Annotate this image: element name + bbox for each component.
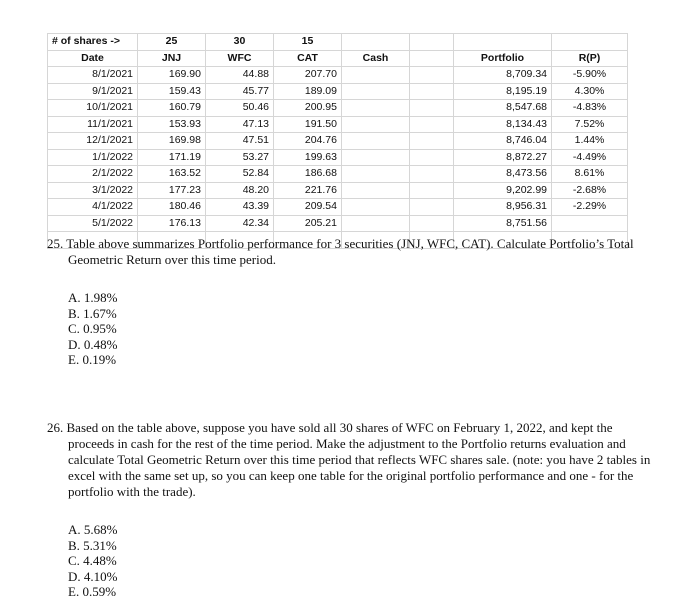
table-cell: 163.52 xyxy=(138,166,206,183)
header-row xyxy=(48,50,628,67)
table-cell: 8,956.31 xyxy=(454,199,552,216)
table-cell: 205.21 xyxy=(274,215,342,232)
table-cell: -4.83% xyxy=(552,100,628,117)
table-cell: WFC xyxy=(206,50,274,67)
table-cell: Date xyxy=(48,50,138,67)
table-cell: 189.09 xyxy=(274,83,342,100)
table-cell: 221.76 xyxy=(274,182,342,199)
table-cell: 45.77 xyxy=(206,83,274,100)
answer-option[interactable]: C. 4.48% xyxy=(68,553,117,568)
answer-option[interactable]: A. 1.98% xyxy=(68,290,118,305)
table-cell: -4.49% xyxy=(552,149,628,166)
table-cell: 204.76 xyxy=(274,133,342,150)
table-cell: 8,872.27 xyxy=(454,149,552,166)
table-cell xyxy=(342,215,410,232)
table-cell: 186.68 xyxy=(274,166,342,183)
table-cell: 10/1/2021 xyxy=(48,100,138,117)
table-cell: 4/1/2022 xyxy=(48,199,138,216)
answer-option[interactable]: E. 0.19% xyxy=(68,352,117,367)
table-cell: 169.98 xyxy=(138,133,206,150)
table-cell xyxy=(410,215,454,232)
table-cell xyxy=(410,182,454,199)
table-cell: 176.13 xyxy=(138,215,206,232)
table-cell: 25 xyxy=(138,34,206,51)
table-row xyxy=(48,133,628,150)
table-cell: 191.50 xyxy=(274,116,342,133)
table-row xyxy=(48,215,628,232)
table-cell: 50.46 xyxy=(206,100,274,117)
table-cell xyxy=(410,116,454,133)
table-cell xyxy=(342,100,410,117)
answer-option[interactable]: E. 0.59% xyxy=(68,584,117,599)
table-cell: 8,473.56 xyxy=(454,166,552,183)
answer-option[interactable]: A. 5.68% xyxy=(68,522,118,537)
table-cell: 8,547.68 xyxy=(454,100,552,117)
table-cell: 47.51 xyxy=(206,133,274,150)
table-cell xyxy=(410,100,454,117)
question-26-options xyxy=(47,522,657,600)
answer-option[interactable]: B. 1.67% xyxy=(68,305,117,321)
table-cell: 3/1/2022 xyxy=(48,182,138,199)
table-cell xyxy=(410,67,454,84)
table-cell xyxy=(410,166,454,183)
table-cell: 9,202.99 xyxy=(454,182,552,199)
table-row xyxy=(48,100,628,117)
table-cell xyxy=(342,67,410,84)
table-cell: 171.19 xyxy=(138,149,206,166)
table-cell xyxy=(342,149,410,166)
table-cell: 8,709.34 xyxy=(454,67,552,84)
table-cell: R(P) xyxy=(552,50,628,67)
table-cell: 9/1/2021 xyxy=(48,83,138,100)
table-cell: 15 xyxy=(274,34,342,51)
table-cell xyxy=(454,34,552,51)
question-26 xyxy=(47,420,657,600)
table-cell: 200.95 xyxy=(274,100,342,117)
table-cell xyxy=(342,34,410,51)
table-cell: 11/1/2021 xyxy=(48,116,138,133)
answer-option[interactable]: D. 0.48% xyxy=(68,336,118,352)
table-cell: 12/1/2021 xyxy=(48,133,138,150)
table-cell xyxy=(410,199,454,216)
table-cell: 8,746.04 xyxy=(454,133,552,150)
table-cell: 4.30% xyxy=(552,83,628,100)
table-row xyxy=(48,166,628,183)
table-cell: 8.61% xyxy=(552,166,628,183)
table-cell xyxy=(342,166,410,183)
table-cell xyxy=(342,199,410,216)
question-26-text: 26. Based on the table above, suppose you have sold all 30 shares of WFC on February 1, 2022, and kept the proceeds in cash for the rest of the time period. Make the adjustment to the Portfolio returns evaluation and calculate Total Geometric Return over this time period that reflects WFC shares sale. (note: you have 2 tables in excel with the same set up, so you can keep one table for the original portfolio performance and one - for the portfolio with the trade). xyxy=(47,420,651,499)
table-row xyxy=(48,67,628,84)
table-cell: -2.29% xyxy=(552,199,628,216)
table-cell: 160.79 xyxy=(138,100,206,117)
table-cell xyxy=(552,34,628,51)
table-cell xyxy=(552,215,628,232)
table-cell: 30 xyxy=(206,34,274,51)
table-cell: JNJ xyxy=(138,50,206,67)
portfolio-table xyxy=(47,33,628,249)
answer-option[interactable]: D. 4.10% xyxy=(68,568,118,584)
table-row xyxy=(48,83,628,100)
table-cell: 159.43 xyxy=(138,83,206,100)
table-row xyxy=(48,182,628,199)
table-cell: 8,195.19 xyxy=(454,83,552,100)
table-cell xyxy=(410,133,454,150)
table-cell xyxy=(410,34,454,51)
answer-option[interactable]: C. 0.95% xyxy=(68,321,117,336)
table-cell xyxy=(410,149,454,166)
table-cell xyxy=(410,83,454,100)
table-cell: 53.27 xyxy=(206,149,274,166)
table-cell: 5/1/2022 xyxy=(48,215,138,232)
table-cell: 42.34 xyxy=(206,215,274,232)
table-cell: 153.93 xyxy=(138,116,206,133)
table-cell: 199.63 xyxy=(274,149,342,166)
table-cell: 180.46 xyxy=(138,199,206,216)
table-cell: 209.54 xyxy=(274,199,342,216)
table-cell: # of shares -> xyxy=(48,34,138,51)
table-cell: Cash xyxy=(342,50,410,67)
table-cell: 7.52% xyxy=(552,116,628,133)
table-row xyxy=(48,199,628,216)
table-row xyxy=(48,116,628,133)
table-cell: 169.90 xyxy=(138,67,206,84)
table-cell xyxy=(410,50,454,67)
table-cell: 8,751.56 xyxy=(454,215,552,232)
table-cell: 43.39 xyxy=(206,199,274,216)
table-cell: 177.23 xyxy=(138,182,206,199)
table-cell: 8,134.43 xyxy=(454,116,552,133)
table-cell: 1.44% xyxy=(552,133,628,150)
table-cell: 48.20 xyxy=(206,182,274,199)
table-cell: 44.88 xyxy=(206,67,274,84)
question-25 xyxy=(47,236,657,368)
table-cell: Portfolio xyxy=(454,50,552,67)
shares-row xyxy=(48,34,628,51)
table-cell xyxy=(342,182,410,199)
table-cell: -2.68% xyxy=(552,182,628,199)
table-row xyxy=(48,149,628,166)
table-cell xyxy=(342,133,410,150)
table-cell: 52.84 xyxy=(206,166,274,183)
table-cell xyxy=(342,116,410,133)
question-25-options xyxy=(47,290,657,368)
table-cell: CAT xyxy=(274,50,342,67)
table-cell: 207.70 xyxy=(274,67,342,84)
answer-option[interactable]: B. 5.31% xyxy=(68,537,117,553)
table-cell xyxy=(342,83,410,100)
question-25-text: 25. Table above summarizes Portfolio performance for 3 securities (JNJ, WFC, CAT). Calculate Portfolio’s Total Geometric Return over this time period. xyxy=(47,236,634,267)
table-cell: -5.90% xyxy=(552,67,628,84)
table-cell: 1/1/2022 xyxy=(48,149,138,166)
table-cell: 2/1/2022 xyxy=(48,166,138,183)
table-cell: 8/1/2021 xyxy=(48,67,138,84)
table-cell: 47.13 xyxy=(206,116,274,133)
